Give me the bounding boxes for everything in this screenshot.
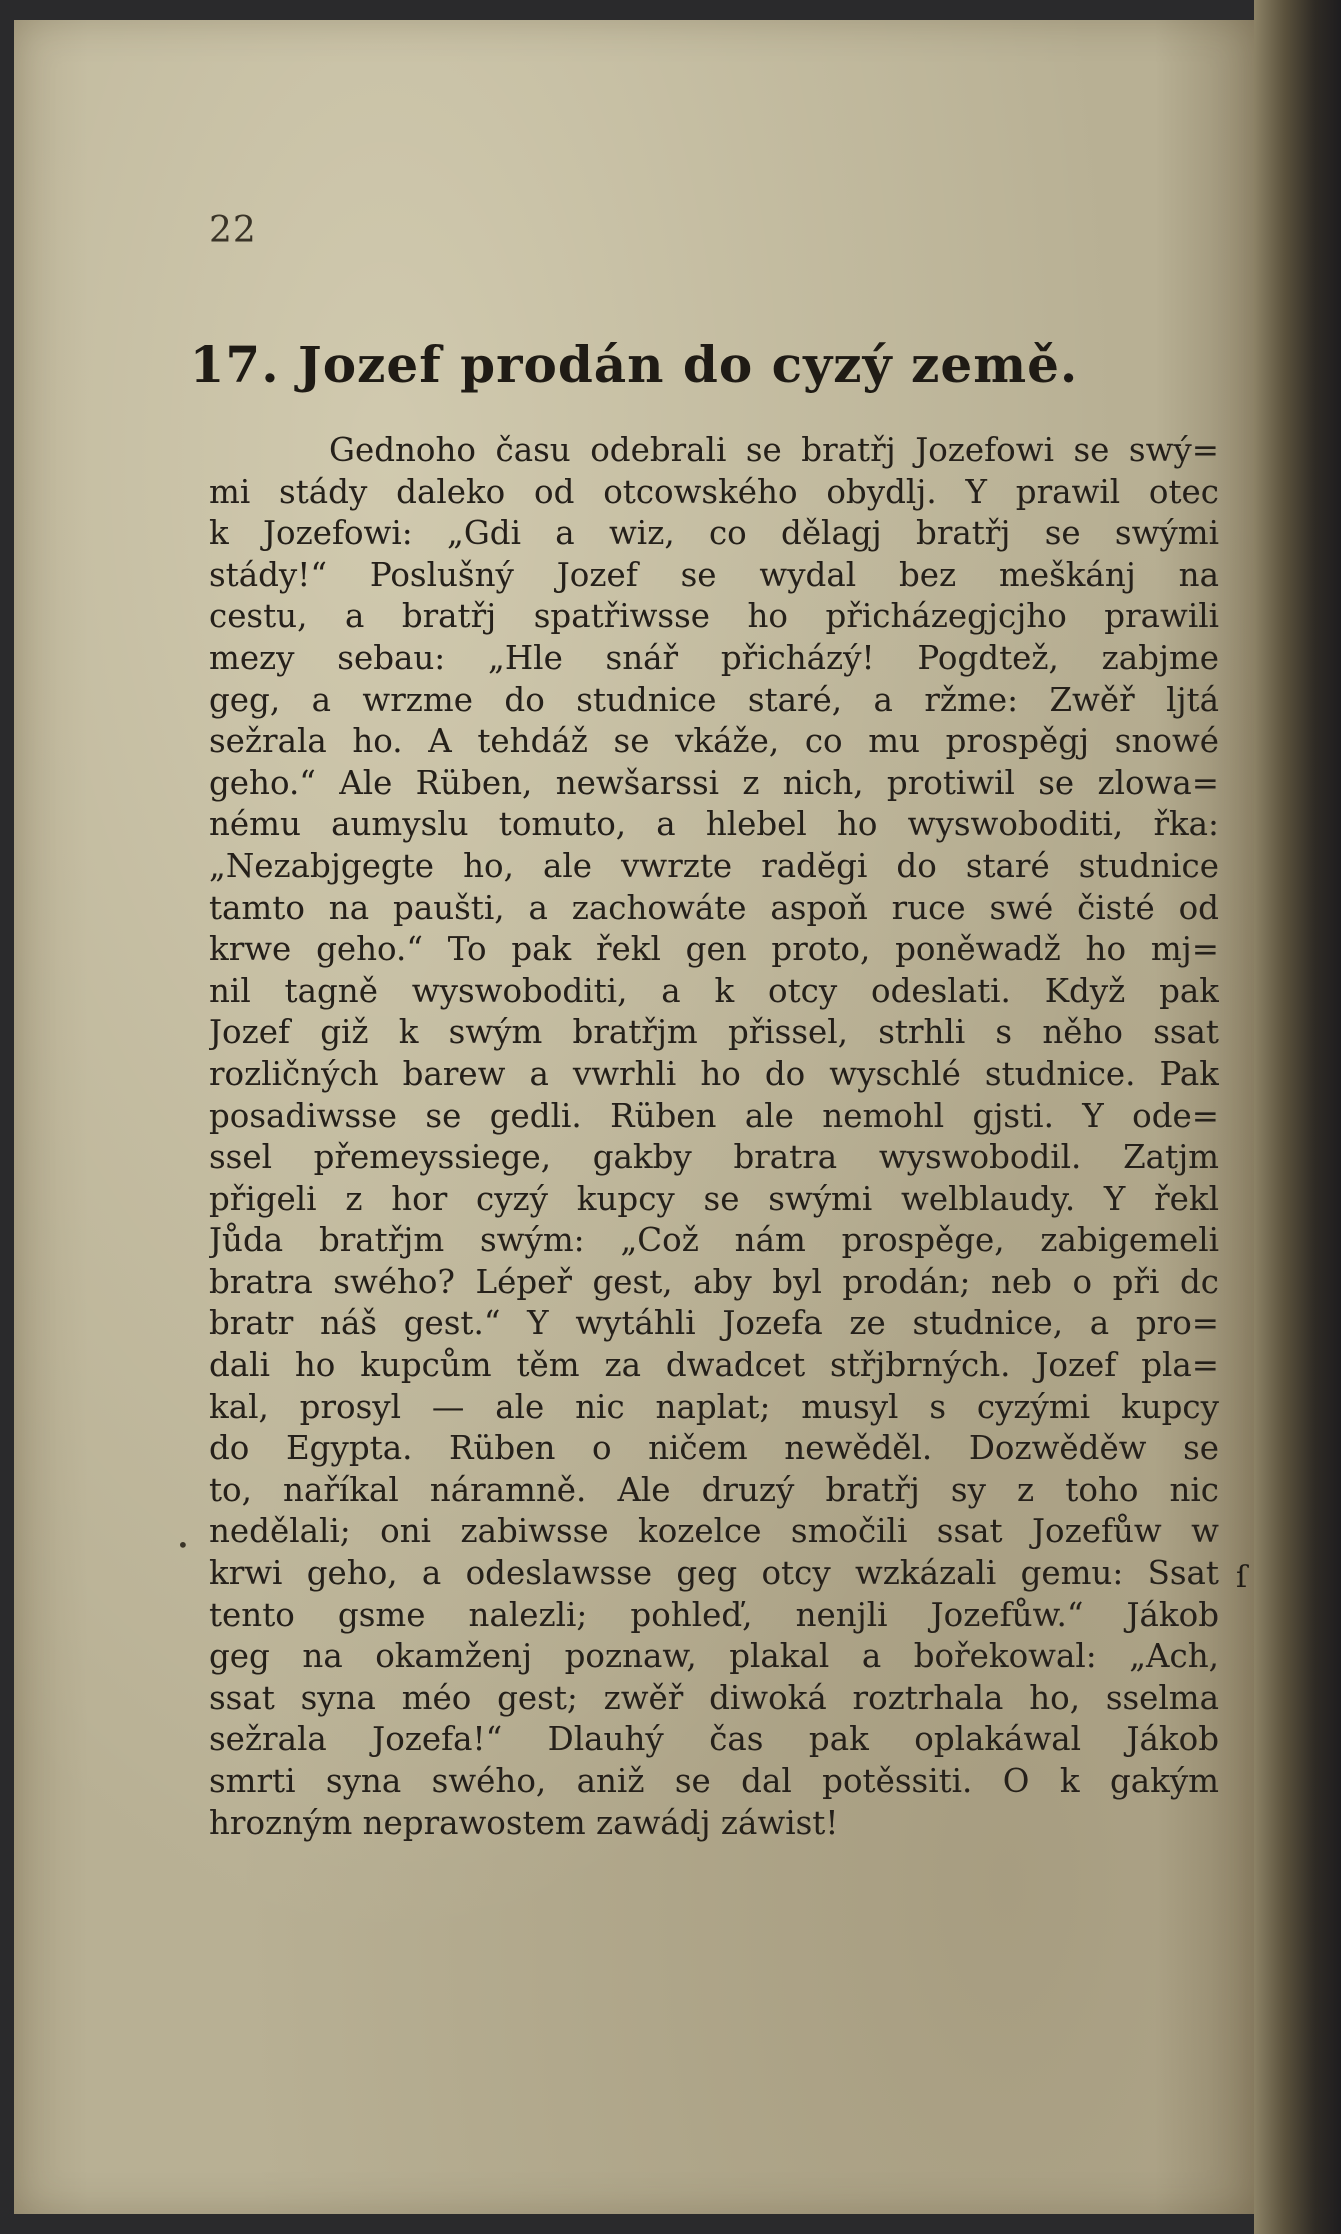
- text-line: Jůda bratřjm swým: „Což nám prospěge, zabigemeli: [209, 1221, 1219, 1260]
- text-line: bratra swého? Lépeř gest, aby byl prodán; neb o při dc: [209, 1262, 1219, 1301]
- text-line: tamto na paušti, a zachowáte aspoň ruce swé čisté od: [209, 888, 1219, 927]
- book-spine: [1254, 0, 1341, 2234]
- text-line: nedělali; oni zabiwsse kozelce smočili ssat Jozefůw w: [209, 1512, 1219, 1551]
- text-line: Gednoho času odebrali se bratřj Jozefowi se swý=: [329, 431, 1219, 469]
- text-line: kal, prosyl — ale nic naplat; musyl s cyzými kupcy: [209, 1387, 1219, 1426]
- text-line: cestu, a bratřj spatřiwsse ho přicházegjcjho prawili: [209, 597, 1219, 636]
- body-text: [209, 430, 1219, 1844]
- text-line: mezy sebau: „Hle snář přicházý! Pogdtež, zabjme: [209, 638, 1219, 677]
- text-line: geg, a wrzme do studnice staré, a ržme: Zwěř ljtá: [209, 680, 1219, 719]
- text-line: krwi geho, a odeslawsse geg otcy wzkázali gemu: Ssat: [209, 1554, 1219, 1593]
- text-line: ssat syna méo gest; zwěř diwoká roztrhala ho, sselma: [209, 1678, 1219, 1717]
- text-line: mi stády daleko od otcowského obydlj. Y prawil otec: [209, 472, 1219, 511]
- text-line: geg na okamženj poznaw, plakal a bořekowal: „Ach,: [209, 1637, 1219, 1676]
- margin-ink-mark: ſ: [1236, 1560, 1248, 1595]
- chapter-title: 17. Jozef prodán do cyzý země.: [189, 335, 1079, 394]
- text-line: Jozef giž k swým bratřjm přissel, strhli s něho ssat: [209, 1013, 1219, 1052]
- text-line: smrti syna swého, aniž se dal potěssiti. O k gakým: [209, 1762, 1219, 1800]
- text-line: nému aumyslu tomuto, a hlebel ho wyswoboditi, řka:: [209, 805, 1219, 844]
- text-line: nil tagně wyswoboditi, a k otcy odeslati. Když pak: [209, 971, 1219, 1010]
- text-line: ssel přemeyssiege, gakby bratra wyswobodil. Zatjm: [209, 1138, 1219, 1177]
- text-line: to, naříkal náramně. Ale druzý bratřj sy z toho nic: [209, 1470, 1219, 1509]
- text-line: k Jozefowi: „Gdi a wiz, co dělagj bratřj se swými: [209, 514, 1219, 553]
- text-line: do Egypta. Rüben o ničem newěděl. Dozwěděw se: [209, 1429, 1219, 1468]
- margin-dot-mark: •: [177, 1533, 189, 1557]
- text-line: geho.“ Ale Rüben, newšarssi z nich, protiwil se zlowa=: [209, 763, 1219, 802]
- text-line: hrozným neprawostem zawádj záwist!: [209, 1803, 839, 1842]
- text-line: krwe geho.“ To pak řekl gen proto, poněwadž ho mj=: [209, 930, 1219, 969]
- text-line: sežrala Jozefa!“ Dlauhý čas pak oplakáwal Jákob: [209, 1720, 1219, 1759]
- text-line: tento gsme nalezli; pohleď, nenjli Jozefůw.“ Jákob: [209, 1595, 1219, 1634]
- text-line: stády!“ Poslušný Jozef se wydal bez meškánj na: [209, 555, 1219, 594]
- text-line: sežrala ho. A tehdáž se vkáže, co mu prospěgj snowé: [209, 722, 1219, 761]
- text-line: dali ho kupcům těm za dwadcet střjbrných. Jozef pla=: [209, 1346, 1219, 1385]
- text-line: bratr náš gest.“ Y wytáhli Jozefa ze studnice, a pro=: [209, 1304, 1219, 1343]
- text-line: rozličných barew a vwrhli ho do wyschlé studnice. Pak: [209, 1054, 1219, 1093]
- text-line: „Nezabjgegte ho, ale vwrzte radĕgi do staré studnice: [209, 846, 1219, 885]
- page-number: 22: [209, 210, 257, 251]
- text-line: přigeli z hor cyzý kupcy se swými welblaudy. Y řekl: [209, 1179, 1219, 1218]
- text-line: posadiwsse se gedli. Rüben ale nemohl gjsti. Y ode=: [209, 1096, 1219, 1135]
- book-page: [14, 20, 1254, 2214]
